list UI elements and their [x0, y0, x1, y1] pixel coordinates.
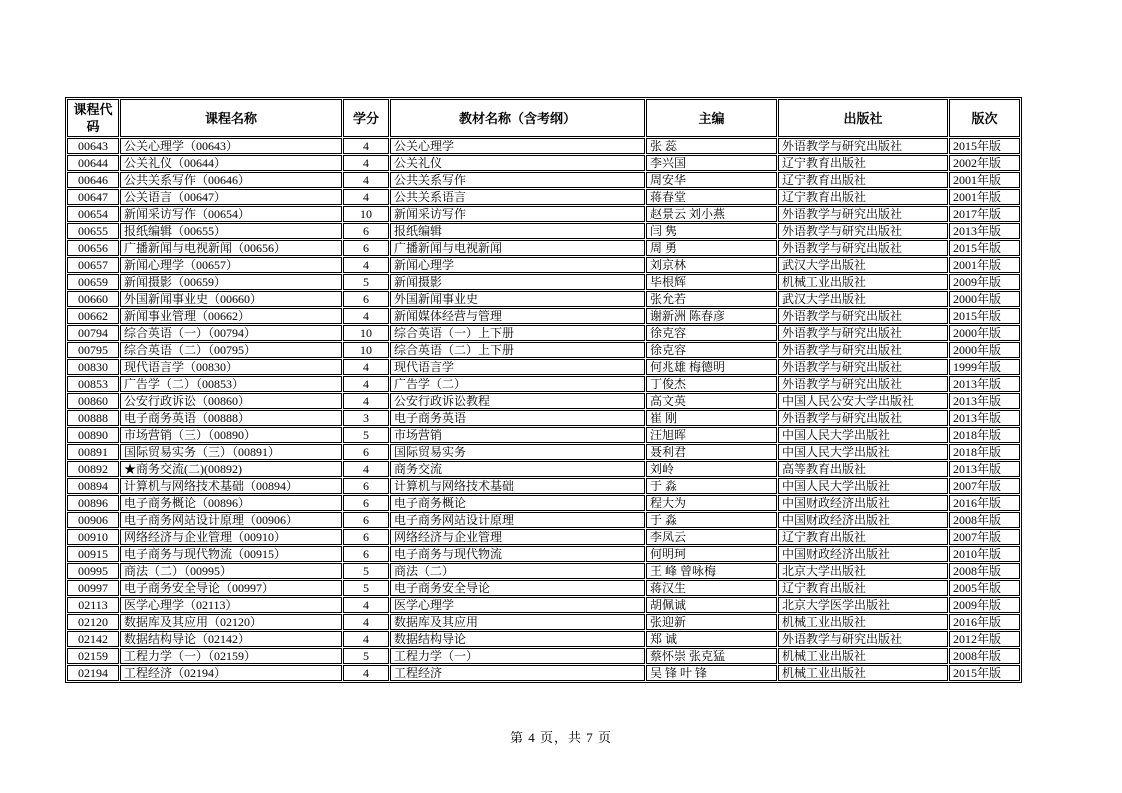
cell-code: 00662 [67, 308, 119, 324]
cell-editor: 谢新洲 陈春彦 [646, 308, 777, 324]
cell-credits: 5 [343, 580, 389, 596]
header-textbook-name: 教材名称（含考纲） [390, 99, 645, 137]
cell-edition: 2015年版 [949, 138, 1020, 154]
cell-editor: 赵景云 刘小燕 [646, 206, 777, 222]
cell-code: 00890 [67, 427, 119, 443]
table-row [67, 461, 1020, 477]
cell-credits: 6 [343, 495, 389, 511]
table-row [67, 308, 1020, 324]
cell-name: 广告学（二）（00853） [120, 376, 342, 392]
table-row [67, 138, 1020, 154]
table-row [67, 427, 1020, 443]
cell-editor: 张迎新 [646, 614, 777, 630]
cell-publisher: 武汉大学出版社 [778, 257, 948, 273]
cell-credits: 5 [343, 563, 389, 579]
header-publisher: 出版社 [778, 99, 948, 137]
cell-publisher: 辽宁教育出版社 [778, 172, 948, 188]
cell-publisher: 中国财政经济出版社 [778, 546, 948, 562]
cell-name: 电子商务与现代物流（00915） [120, 546, 342, 562]
cell-editor: 崔 刚 [646, 410, 777, 426]
table-row [67, 342, 1020, 358]
cell-publisher: 外语教学与研究出版社 [778, 308, 948, 324]
cell-name: 国际贸易实务（三）（00891） [120, 444, 342, 460]
cell-code: 00853 [67, 376, 119, 392]
cell-editor: 刘京林 [646, 257, 777, 273]
cell-edition: 2018年版 [949, 427, 1020, 443]
course-textbook-table [65, 97, 1022, 683]
cell-name: 电子商务安全导论（00997） [120, 580, 342, 596]
cell-publisher: 辽宁教育出版社 [778, 155, 948, 171]
cell-edition: 2008年版 [949, 512, 1020, 528]
cell-textbook: 商法（二） [390, 563, 645, 579]
cell-textbook: 电子商务英语 [390, 410, 645, 426]
cell-editor: 汪旭晖 [646, 427, 777, 443]
table-row [67, 376, 1020, 392]
cell-name: 报纸编辑（00655） [120, 223, 342, 239]
header-course-code: 课程代码 [67, 99, 119, 137]
cell-credits: 6 [343, 529, 389, 545]
cell-publisher: 机械工业出版社 [778, 614, 948, 630]
cell-publisher: 外语教学与研究出版社 [778, 206, 948, 222]
table-row [67, 614, 1020, 630]
cell-textbook: 报纸编辑 [390, 223, 645, 239]
cell-edition: 2016年版 [949, 614, 1020, 630]
cell-name: 公关礼仪（00644） [120, 155, 342, 171]
cell-publisher: 机械工业出版社 [778, 648, 948, 664]
table-row [67, 257, 1020, 273]
cell-textbook: 电子商务概论 [390, 495, 645, 511]
cell-code: 00659 [67, 274, 119, 290]
cell-code: 00906 [67, 512, 119, 528]
cell-edition: 2013年版 [949, 461, 1020, 477]
cell-textbook: 新闻采访写作 [390, 206, 645, 222]
table-row [67, 597, 1020, 613]
cell-textbook: 新闻心理学 [390, 257, 645, 273]
cell-textbook: 新闻摄影 [390, 274, 645, 290]
cell-code: 00830 [67, 359, 119, 375]
cell-credits: 10 [343, 206, 389, 222]
cell-textbook: 公共关系写作 [390, 172, 645, 188]
cell-credits: 4 [343, 308, 389, 324]
cell-credits: 4 [343, 359, 389, 375]
table-row [67, 580, 1020, 596]
cell-name: 电子商务概论（00896） [120, 495, 342, 511]
cell-code: 00915 [67, 546, 119, 562]
cell-textbook: 电子商务网站设计原理 [390, 512, 645, 528]
cell-publisher: 中国人民大学出版社 [778, 478, 948, 494]
cell-name: 电子商务英语（00888） [120, 410, 342, 426]
header-course-name: 课程名称 [120, 99, 342, 137]
header-credits: 学分 [343, 99, 389, 137]
cell-name: 网络经济与企业管理（00910） [120, 529, 342, 545]
cell-textbook: 公关心理学 [390, 138, 645, 154]
cell-edition: 2018年版 [949, 444, 1020, 460]
cell-textbook: 商务交流 [390, 461, 645, 477]
cell-code: 00655 [67, 223, 119, 239]
cell-editor: 聂利君 [646, 444, 777, 460]
cell-credits: 4 [343, 155, 389, 171]
cell-textbook: 公共关系语言 [390, 189, 645, 205]
cell-name: 计算机与网络技术基础（00894） [120, 478, 342, 494]
cell-editor: 刘岭 [646, 461, 777, 477]
cell-edition: 1999年版 [949, 359, 1020, 375]
cell-editor: 张 蕊 [646, 138, 777, 154]
cell-editor: 闫 隽 [646, 223, 777, 239]
cell-textbook: 工程经济 [390, 665, 645, 681]
cell-name: 数据库及其应用（02120） [120, 614, 342, 630]
cell-credits: 5 [343, 427, 389, 443]
table-row [67, 665, 1020, 681]
cell-code: 00894 [67, 478, 119, 494]
cell-publisher: 外语教学与研究出版社 [778, 410, 948, 426]
cell-edition: 2013年版 [949, 376, 1020, 392]
cell-name: 工程力学（一）（02159） [120, 648, 342, 664]
cell-code: 02142 [67, 631, 119, 647]
cell-textbook: 数据结构导论 [390, 631, 645, 647]
cell-editor: 毕根辉 [646, 274, 777, 290]
cell-editor: 蒋春堂 [646, 189, 777, 205]
cell-publisher: 北京大学出版社 [778, 563, 948, 579]
cell-publisher: 武汉大学出版社 [778, 291, 948, 307]
cell-code: 00997 [67, 580, 119, 596]
table-row [67, 563, 1020, 579]
cell-editor: 李凤云 [646, 529, 777, 545]
cell-publisher: 中国财政经济出版社 [778, 495, 948, 511]
cell-publisher: 外语教学与研究出版社 [778, 240, 948, 256]
cell-editor: 蔡怀崇 张克猛 [646, 648, 777, 664]
cell-code: 00795 [67, 342, 119, 358]
cell-editor: 高文英 [646, 393, 777, 409]
table-row [67, 291, 1020, 307]
cell-publisher: 中国人民大学出版社 [778, 444, 948, 460]
table-row [67, 393, 1020, 409]
cell-publisher: 北京大学医学出版社 [778, 597, 948, 613]
cell-editor: 李兴国 [646, 155, 777, 171]
cell-textbook: 电子商务与现代物流 [390, 546, 645, 562]
cell-edition: 2015年版 [949, 240, 1020, 256]
cell-name: 工程经济（02194） [120, 665, 342, 681]
cell-name: 医学心理学（02113） [120, 597, 342, 613]
cell-edition: 2008年版 [949, 563, 1020, 579]
cell-edition: 2005年版 [949, 580, 1020, 596]
table-row [67, 512, 1020, 528]
cell-credits: 6 [343, 546, 389, 562]
cell-edition: 2015年版 [949, 308, 1020, 324]
cell-editor: 王 峰 曾咏梅 [646, 563, 777, 579]
cell-name: 综合英语（二）（00795） [120, 342, 342, 358]
table-row [67, 172, 1020, 188]
cell-publisher: 辽宁教育出版社 [778, 580, 948, 596]
cell-textbook: 网络经济与企业管理 [390, 529, 645, 545]
cell-code: 00643 [67, 138, 119, 154]
table-row [67, 189, 1020, 205]
cell-textbook: 国际贸易实务 [390, 444, 645, 460]
cell-edition: 2015年版 [949, 665, 1020, 681]
cell-credits: 4 [343, 138, 389, 154]
cell-name: 公关心理学（00643） [120, 138, 342, 154]
cell-edition: 2013年版 [949, 393, 1020, 409]
cell-editor: 程大为 [646, 495, 777, 511]
cell-credits: 4 [343, 614, 389, 630]
cell-code: 00644 [67, 155, 119, 171]
cell-publisher: 外语教学与研究出版社 [778, 376, 948, 392]
header-editor: 主编 [646, 99, 777, 137]
table-row [67, 240, 1020, 256]
cell-credits: 3 [343, 410, 389, 426]
cell-name: 市场营销（三）（00890） [120, 427, 342, 443]
cell-textbook: 外国新闻事业史 [390, 291, 645, 307]
table-row [67, 223, 1020, 239]
cell-code: 00654 [67, 206, 119, 222]
cell-textbook: 公关礼仪 [390, 155, 645, 171]
cell-code: 00896 [67, 495, 119, 511]
cell-textbook: 现代语言学 [390, 359, 645, 375]
cell-code: 00647 [67, 189, 119, 205]
cell-code: 00646 [67, 172, 119, 188]
table-row [67, 495, 1020, 511]
cell-credits: 4 [343, 597, 389, 613]
cell-publisher: 外语教学与研究出版社 [778, 325, 948, 341]
cell-credits: 6 [343, 240, 389, 256]
cell-edition: 2016年版 [949, 495, 1020, 511]
table-row [67, 478, 1020, 494]
cell-name: ★商务交流(二)(00892) [120, 461, 342, 477]
cell-textbook: 电子商务安全导论 [390, 580, 645, 596]
cell-textbook: 综合英语（二）上下册 [390, 342, 645, 358]
cell-edition: 2000年版 [949, 325, 1020, 341]
cell-editor: 吴 锋 叶 锋 [646, 665, 777, 681]
table-row [67, 648, 1020, 664]
cell-code: 02194 [67, 665, 119, 681]
cell-textbook: 广告学（二） [390, 376, 645, 392]
table-row [67, 529, 1020, 545]
cell-edition: 2001年版 [949, 257, 1020, 273]
cell-edition: 2000年版 [949, 342, 1020, 358]
cell-code: 00656 [67, 240, 119, 256]
cell-editor: 周安华 [646, 172, 777, 188]
cell-credits: 10 [343, 342, 389, 358]
cell-publisher: 机械工业出版社 [778, 665, 948, 681]
cell-textbook: 市场营销 [390, 427, 645, 443]
cell-textbook: 计算机与网络技术基础 [390, 478, 645, 494]
cell-name: 数据结构导论（02142） [120, 631, 342, 647]
table-row [67, 444, 1020, 460]
cell-code: 02120 [67, 614, 119, 630]
cell-name: 电子商务网站设计原理（00906） [120, 512, 342, 528]
cell-code: 00892 [67, 461, 119, 477]
cell-editor: 丁俊杰 [646, 376, 777, 392]
cell-edition: 2009年版 [949, 274, 1020, 290]
cell-publisher: 机械工业出版社 [778, 274, 948, 290]
cell-editor: 郑 诚 [646, 631, 777, 647]
cell-code: 00657 [67, 257, 119, 273]
cell-textbook: 综合英语（一）上下册 [390, 325, 645, 341]
cell-credits: 6 [343, 444, 389, 460]
table-row [67, 359, 1020, 375]
cell-publisher: 中国人民公安大学出版社 [778, 393, 948, 409]
cell-publisher: 外语教学与研究出版社 [778, 359, 948, 375]
cell-credits: 4 [343, 665, 389, 681]
cell-editor: 何兆雄 梅德明 [646, 359, 777, 375]
cell-credits: 5 [343, 274, 389, 290]
cell-editor: 何明珂 [646, 546, 777, 562]
cell-code: 02113 [67, 597, 119, 613]
cell-edition: 2012年版 [949, 631, 1020, 647]
cell-edition: 2000年版 [949, 291, 1020, 307]
cell-publisher: 外语教学与研究出版社 [778, 138, 948, 154]
cell-textbook: 医学心理学 [390, 597, 645, 613]
cell-code: 00888 [67, 410, 119, 426]
cell-name: 外国新闻事业史（00660） [120, 291, 342, 307]
cell-textbook: 广播新闻与电视新闻 [390, 240, 645, 256]
cell-credits: 6 [343, 223, 389, 239]
cell-textbook: 数据库及其应用 [390, 614, 645, 630]
table-header-row [67, 99, 1020, 137]
table-row [67, 410, 1020, 426]
cell-edition: 2007年版 [949, 478, 1020, 494]
header-edition: 版次 [949, 99, 1020, 137]
cell-name: 新闻采访写作（00654） [120, 206, 342, 222]
cell-credits: 6 [343, 512, 389, 528]
cell-name: 现代语言学（00830） [120, 359, 342, 375]
cell-code: 00794 [67, 325, 119, 341]
cell-credits: 4 [343, 257, 389, 273]
cell-edition: 2013年版 [949, 223, 1020, 239]
cell-edition: 2008年版 [949, 648, 1020, 664]
cell-credits: 4 [343, 172, 389, 188]
cell-code: 00891 [67, 444, 119, 460]
cell-editor: 于 淼 [646, 512, 777, 528]
cell-publisher: 外语教学与研究出版社 [778, 342, 948, 358]
cell-editor: 张允若 [646, 291, 777, 307]
cell-editor: 徐克容 [646, 325, 777, 341]
cell-edition: 2001年版 [949, 189, 1020, 205]
table-row [67, 274, 1020, 290]
cell-name: 新闻心理学（00657） [120, 257, 342, 273]
cell-code: 02159 [67, 648, 119, 664]
table-row [67, 206, 1020, 222]
cell-publisher: 高等教育出版社 [778, 461, 948, 477]
cell-name: 公安行政诉讼（00860） [120, 393, 342, 409]
cell-editor: 徐克容 [646, 342, 777, 358]
cell-credits: 4 [343, 461, 389, 477]
cell-name: 综合英语（一）（00794） [120, 325, 342, 341]
cell-credits: 4 [343, 189, 389, 205]
cell-code: 00910 [67, 529, 119, 545]
cell-edition: 2017年版 [949, 206, 1020, 222]
cell-edition: 2013年版 [949, 410, 1020, 426]
cell-publisher: 辽宁教育出版社 [778, 529, 948, 545]
cell-name: 新闻事业管理（00662） [120, 308, 342, 324]
cell-name: 公共关系写作（00646） [120, 172, 342, 188]
cell-name: 商法（二）（00995） [120, 563, 342, 579]
cell-editor: 胡佩诚 [646, 597, 777, 613]
cell-publisher: 外语教学与研究出版社 [778, 223, 948, 239]
cell-code: 00660 [67, 291, 119, 307]
cell-textbook: 公安行政诉讼教程 [390, 393, 645, 409]
cell-editor: 周 勇 [646, 240, 777, 256]
cell-name: 新闻摄影（00659） [120, 274, 342, 290]
cell-editor: 于 淼 [646, 478, 777, 494]
table-row [67, 155, 1020, 171]
cell-name: 广播新闻与电视新闻（00656） [120, 240, 342, 256]
cell-edition: 2010年版 [949, 546, 1020, 562]
table-row [67, 631, 1020, 647]
cell-credits: 5 [343, 648, 389, 664]
table-row [67, 546, 1020, 562]
cell-code: 00860 [67, 393, 119, 409]
cell-credits: 6 [343, 478, 389, 494]
cell-publisher: 外语教学与研究出版社 [778, 631, 948, 647]
cell-credits: 4 [343, 631, 389, 647]
cell-publisher: 辽宁教育出版社 [778, 189, 948, 205]
cell-publisher: 中国财政经济出版社 [778, 512, 948, 528]
cell-edition: 2002年版 [949, 155, 1020, 171]
cell-credits: 4 [343, 393, 389, 409]
cell-credits: 10 [343, 325, 389, 341]
cell-code: 00995 [67, 563, 119, 579]
cell-edition: 2001年版 [949, 172, 1020, 188]
cell-name: 公关语言（00647） [120, 189, 342, 205]
cell-edition: 2009年版 [949, 597, 1020, 613]
cell-textbook: 新闻媒体经营与管理 [390, 308, 645, 324]
cell-edition: 2007年版 [949, 529, 1020, 545]
cell-credits: 6 [343, 291, 389, 307]
table-row [67, 325, 1020, 341]
cell-credits: 4 [343, 376, 389, 392]
cell-publisher: 中国人民大学出版社 [778, 427, 948, 443]
page-number-footer: 第 4 页，共 7 页 [509, 730, 612, 745]
cell-textbook: 工程力学（一） [390, 648, 645, 664]
cell-editor: 蒋汉生 [646, 580, 777, 596]
